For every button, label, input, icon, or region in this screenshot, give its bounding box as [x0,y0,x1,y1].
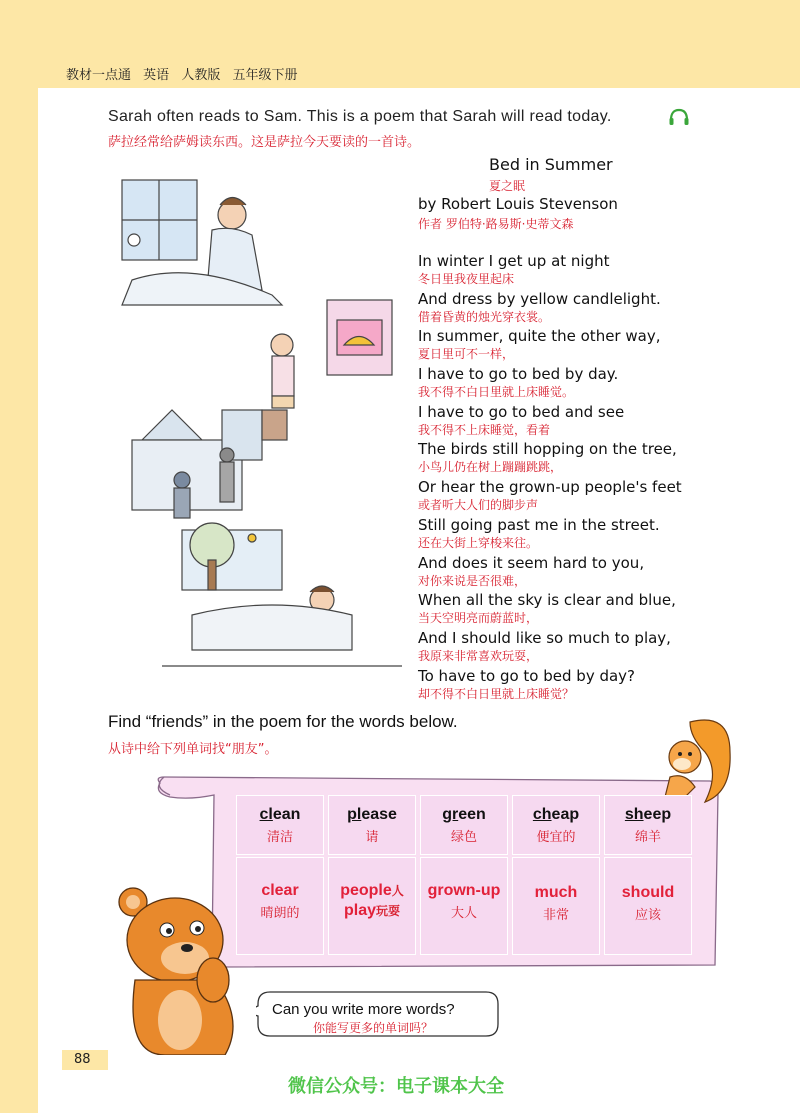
word-underlined-part: ch [532,806,552,823]
poem-line [418,440,718,478]
headphones-icon[interactable] [668,108,690,126]
poem-author: by Robert Louis Stevenson [418,195,618,213]
word-rest: eep [643,806,672,823]
poem-line [418,478,718,516]
answer-translation: 非常 [542,908,569,923]
sunset-window [327,300,392,375]
word-translation: 请 [365,830,379,845]
poem-line-en: The birds still hopping on the tree, [418,440,677,459]
poem-line [418,629,718,667]
poem-line-cn: 我不得不白日里就上床睡觉。 [418,385,575,400]
poem-line-en: I have to go to bed and see [418,402,625,421]
poem-line [418,667,718,705]
poem-line-cn: 冬日里我夜里起床 [418,272,515,286]
word [237,806,323,824]
poem-line [418,252,718,290]
street-houses [132,410,287,518]
poem-line [418,554,718,592]
word-translation: 便宜的 [536,830,576,845]
running-header [66,64,305,83]
word-translation: 清洁 [266,830,293,845]
poem-line [418,403,718,441]
poem-line-cn: 我原来非常喜欢玩耍， [418,648,539,663]
answer-word: clear [261,882,299,899]
poem-line [418,516,718,554]
squirrel-character [650,712,735,807]
answer-word [329,882,415,900]
poem-line-en: And I should like so much to play, [418,628,671,647]
poem-illustration [112,170,412,670]
answer-word-text: people [340,882,392,899]
word-underlined-part: gr [442,806,459,823]
poem-line-en: When all the sky is clear and blue, [418,591,676,610]
intro-chinese: 萨拉经常给萨姆读东西。这是萨拉今天要读的一首诗。 [108,135,421,150]
poem-line-cn: 小鸟儿仍在树上蹦蹦跳跳， [418,460,563,475]
bear-character [105,880,270,1055]
word-rest: ean [272,806,301,823]
poem-line-en: And dress by yellow candlelight. [418,289,661,308]
word [329,806,415,824]
answer-cell [328,857,416,955]
word-cell [328,795,416,855]
poem-line-cn: 夏日里可不一样， [418,347,515,362]
word-underlined-part: sh [624,806,644,823]
poem-title: Bed in Summer [489,155,613,174]
word-cell [512,795,600,855]
poem-line-cn: 或者听大人们的脚步声 [418,498,539,513]
answer-cell [420,857,508,955]
poem-line-en: In summer, quite the other way, [418,327,661,346]
answer-translation: 大人 [450,906,477,921]
poem-line-cn: 当天空明亮而蔚蓝时， [418,611,539,626]
word-underlined-part: pl [347,806,362,823]
answer-word-translation: 人 [391,884,404,898]
poem-line-cn: 还在大街上穿梭来往。 [418,535,539,550]
exercise-instruction-chinese: 从诗中给下列单词找“朋友”。 [108,742,278,757]
word-rest: eap [551,806,580,823]
word [421,806,507,824]
word-rest: een [458,806,486,823]
word-translation: 绵羊 [634,830,661,845]
header-item: 人教版 [181,68,221,83]
word [605,806,691,824]
answer-word-translation: 玩耍 [376,904,401,918]
poem-line-en: In winter I get up at night [418,252,610,270]
exercise-instruction: Find “friends” in the poem for the words below. [108,712,458,731]
header-item: 教材一点通 [66,68,132,83]
word-grid [236,795,696,955]
header-item: 英语 [143,68,170,83]
boy-in-bed-figure [192,586,352,650]
poem-line [418,327,718,365]
word-cell [604,795,692,855]
poem-line-en: To have to go to bed by day? [418,666,636,685]
watermark-text: 微信公众号：电子课本大全 [288,1076,504,1097]
word [513,806,599,824]
poem-line [418,365,718,403]
poem-line-cn: 借着昏黄的烛光穿衣裳。 [418,309,551,324]
answer-cell [512,857,600,955]
poem-line [418,591,718,629]
answer-word [329,902,415,920]
poem-line-en: Or hear the grown-up people's feet [418,478,682,497]
word-underlined-part: cl [259,806,273,823]
page-number: 88 [62,1050,108,1070]
header-item: 五年级下册 [232,68,298,83]
poem-body [418,252,718,704]
poem-title-chinese: 夏之眠 [489,179,526,193]
poem-line-cn: 对你来说是否很难， [418,573,527,588]
poem-line-cn: 我不得不上床睡觉，看着 [418,422,551,437]
word-cell [236,795,324,855]
word-rest: ease [361,806,397,823]
poem-line-en: I have to go to bed by day. [418,365,619,384]
tree-window-scene [182,523,282,590]
answer-word: grown-up [427,882,501,899]
poem-author-chinese: 作者 罗伯特·路易斯·史蒂文森 [418,217,574,231]
page-frame-left [0,0,38,1113]
answer-cell [604,857,692,955]
word-cell [420,795,508,855]
answer-word-text: play [343,902,376,919]
intro-english: Sarah often reads to Sam. This is a poem that Sarah will read today. [108,108,612,125]
poem-line-cn: 却不得不白日里就上床睡觉？ [418,686,575,701]
poem-line-en: And does it seem hard to you, [418,553,645,572]
boy-dressing-figure [271,334,294,408]
word-translation: 绿色 [450,830,477,845]
speech-bubble-text: Can you write more words? [272,1001,455,1018]
poem-line [418,290,718,328]
answer-translation: 晴朗的 [260,906,300,921]
answer-word: should [621,884,675,901]
winter-window-scene [122,180,197,260]
poem-line-en: Still going past me in the street. [418,515,660,534]
answer-translation: 应该 [634,908,661,923]
speech-bubble-text-chinese: 你能写更多的单词吗？ [313,1021,434,1035]
answer-word: much [534,884,578,901]
